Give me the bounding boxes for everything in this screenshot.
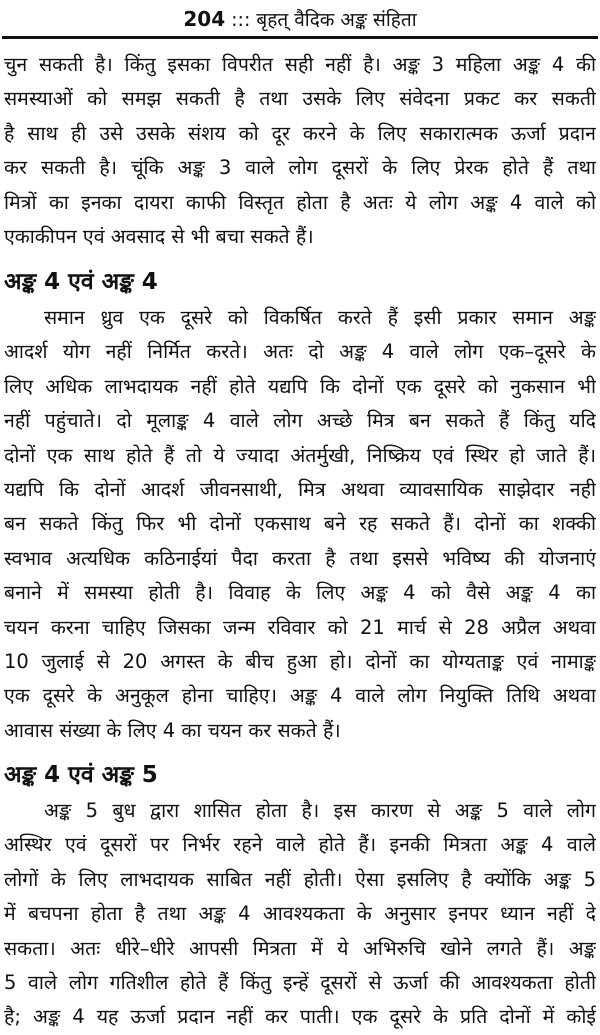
page-number: 204 (183, 7, 226, 31)
text-line: बन सकते किंतु फिर भी दोनों एकसाथ बने रह सकते हैं। दोनों का शक्की (4, 512, 596, 536)
section-heading-4-4: अङ्क 4 एवं अङ्क 4 (4, 269, 158, 295)
text-line: में बचपना होता है तथा अङ्क 4 आवश्यकता के अनुसार इनपर ध्यान नहीं दे (4, 902, 596, 926)
paragraph-1 (4, 48, 596, 254)
header-rule (2, 36, 598, 39)
text-line: समस्याओं को समझ सकती है तथा उसके लिए संवेदना प्रकट कर सकती (4, 87, 596, 111)
text-line: है; अङ्क 4 यह ऊर्जा प्रदान नहीं कर पाती। एक दूसरे के प्रति दोनों में कोई (4, 1005, 596, 1029)
text-line: सकता। अतः धीरे–धीरे आपसी मित्रता में ये अभिरुचि खोने लगते हैं। अङ्क (4, 936, 596, 960)
text-line: मित्रों का इनका दायरा काफी विस्तृत होता है अतः ये लोग अङ्क 4 वाले को (4, 190, 596, 214)
text-line: एक दूसरे के अनुकूल होना चाहिए। अङ्क 4 वाले लोग नियुक्ति तिथि अथवा (4, 684, 596, 708)
text-line: दोनों एक साथ होते हैं तो ये ज्यादा अंतर्मुखी, निष्क्रिय एवं स्थिर हो जाते हैं। (4, 443, 596, 467)
text-line: स्वभाव अत्यधिक कठिनाईयां पैदा करता है तथा इससे भविष्य की योजनाएं (4, 546, 596, 570)
paragraph-3 (4, 794, 596, 1035)
text-line: आदर्श योग नहीं निर्मित करते। अतः दो अङ्क 4 वाले लोग एक–दूसरे के (4, 340, 596, 364)
text-line: 10 जुलाई से 20 अगस्त के बीच हुआ हो। दोनों का योग्यताङ्क एवं नामाङ्क (4, 649, 596, 673)
text-line: है साथ ही उसे उसके संशय को दूर करने के लिए सकारात्मक ऊर्जा प्रदान (4, 121, 596, 145)
text-line: नहीं पहुंचाते। दो मूलाङ्क 4 वाले लोग अच्छे मित्र बन सकते हैं किंतु यदि (4, 409, 596, 433)
text-line: बनाने में समस्या होती है। विवाह के लिए अङ्क 4 को वैसे अङ्क 4 का (4, 581, 596, 605)
text-line: लोगों के लिए लाभदायक साबित नहीं होती। ऐसा इसलिए है क्योंकि अङ्क 5 (4, 867, 596, 891)
text-line: चयन करना चाहिए जिसका जन्म रविवार को 21 मार्च से 28 अप्रैल अथवा (4, 615, 596, 639)
text-line: कर सकती है। चूंकि अङ्क 3 वाले लोग दूसरों के लिए प्रेरक होते हैं तथा (4, 156, 596, 180)
text-line: यद्यपि कि दोनों आदर्श जीवनसाथी, मित्र अथवा व्यावसायिक साझेदार नही (4, 477, 596, 501)
text-line: समान ध्रुव एक दूसरे को विकर्षित करते हैं इसी प्रकार समान अङ्क (44, 306, 596, 329)
text-line: अस्थिर एवं दूसरों पर निर्भर रहने वाले होते हैं। इनकी मित्रता अङ्क 4 वाले (4, 833, 596, 857)
section-heading-4-5: अङ्क 4 एवं अङ्क 5 (4, 762, 158, 788)
text-line: अङ्क 5 बुध द्वारा शासित होता है। इस कारण से अङ्क 5 वाले लोग (44, 799, 596, 822)
book-title: बृहत् वैदिक अङ्क संहिता (256, 9, 417, 31)
running-header (0, 4, 600, 35)
header-separator: ::: (231, 9, 251, 31)
text-line: चुन सकती है। किंतु इसका विपरीत सही नहीं है। अङ्क 3 महिला अङ्क 4 की (4, 53, 596, 76)
text-line: एकाकीपन एवं अवसाद से भी बचा सकते हैं। (4, 224, 314, 248)
text-line: आवास संख्या के लिए 4 का चयन कर सकते हैं। (4, 718, 341, 742)
text-line: 5 वाले लोग गतिशील होते हैं किंतु इन्हें दूसरों से ऊर्जा की आवश्यकता होती (4, 970, 596, 994)
text-line: लिए अधिक लाभदायक नहीं होते यद्यपि कि दोनों एक दूसरे को नुकसान भी (4, 374, 596, 398)
paragraph-2 (4, 301, 596, 748)
